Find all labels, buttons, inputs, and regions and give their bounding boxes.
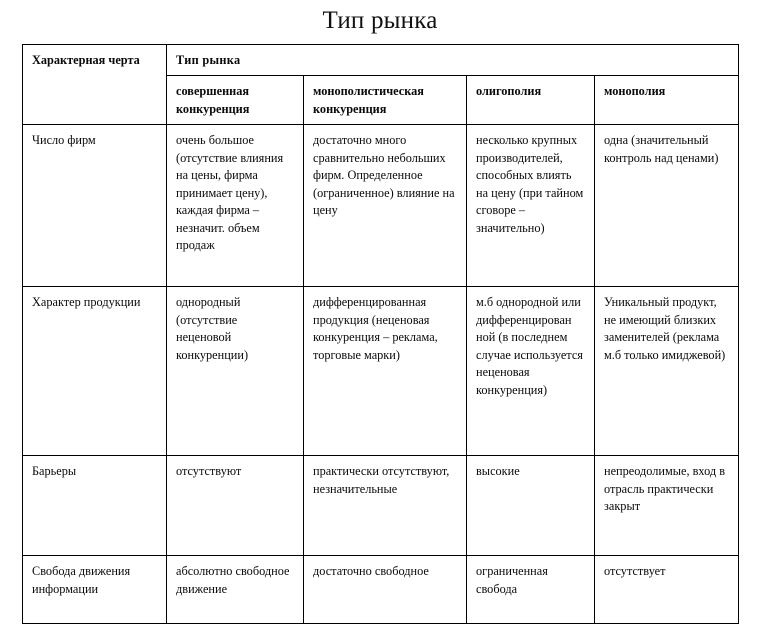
cell-product-character-monopolistic-competition: дифференцированная продукция (неценовая конкуренция – реклама, торговые марки) (304, 287, 467, 456)
table-row (23, 456, 739, 556)
row-header-information-freedom: Свобода движения информации (23, 556, 167, 624)
column-header-monopoly: монополия (595, 76, 739, 125)
table-body (23, 125, 739, 624)
cell-information-freedom-oligopoly: ограниченная свобода (467, 556, 595, 624)
cell-barriers-perfect-competition: отсутствуют (167, 456, 304, 556)
cell-number-of-firms-monopolistic-competition: достаточно много сравнительно небольших фирм. Определенное (ограниченное) влияние на цену (304, 125, 467, 287)
table-row (23, 125, 739, 287)
cell-information-freedom-monopolistic-competition: достаточно свободное (304, 556, 467, 624)
page-title: Тип рынка (322, 7, 438, 34)
column-header-market-type-group: Тип рынка (167, 45, 739, 76)
column-header-feature: Характерная черта (23, 45, 167, 125)
cell-product-character-oligopoly: м.б однородной или дифференцирован ной (в последнем случае используется неценовая конкуренция) (467, 287, 595, 456)
table-row (23, 287, 739, 456)
table-header-row-group (23, 45, 739, 76)
cell-product-character-perfect-competition: однородный (отсутствие неценовой конкуренции) (167, 287, 304, 456)
cell-barriers-monopoly: непреодолимые, вход в отрасль практически закрыт (595, 456, 739, 556)
row-header-product-character: Характер продукции (23, 287, 167, 456)
cell-product-character-monopoly: Уникальный продукт, не имеющий близких заменителей (реклама м.б только имиджевой) (595, 287, 739, 456)
cell-number-of-firms-oligopoly: несколько крупных производителей, способных влиять на цену (при тайном сговоре – значительно) (467, 125, 595, 287)
column-header-perfect-competition: совершенная конкуренция (167, 76, 304, 125)
market-type-table (22, 44, 739, 624)
cell-barriers-monopolistic-competition: практически отсутствуют, незначительные (304, 456, 467, 556)
table-row (23, 556, 739, 624)
row-header-number-of-firms: Число фирм (23, 125, 167, 287)
cell-number-of-firms-monopoly: одна (значительный контроль над ценами) (595, 125, 739, 287)
cell-information-freedom-perfect-competition: абсолютно свободное движение (167, 556, 304, 624)
column-header-monopolistic-competition: монополистическая конкуренция (304, 76, 467, 125)
cell-information-freedom-monopoly: отсутствует (595, 556, 739, 624)
cell-number-of-firms-perfect-competition: очень большое (отсутствие влияния на цены, фирма принимает цену), каждая фирма – незначит. объем продаж (167, 125, 304, 287)
market-type-table-container (22, 44, 738, 624)
column-header-oligopoly: олигополия (467, 76, 595, 125)
row-header-barriers: Барьеры (23, 456, 167, 556)
cell-barriers-oligopoly: высокие (467, 456, 595, 556)
table-header (23, 45, 739, 125)
